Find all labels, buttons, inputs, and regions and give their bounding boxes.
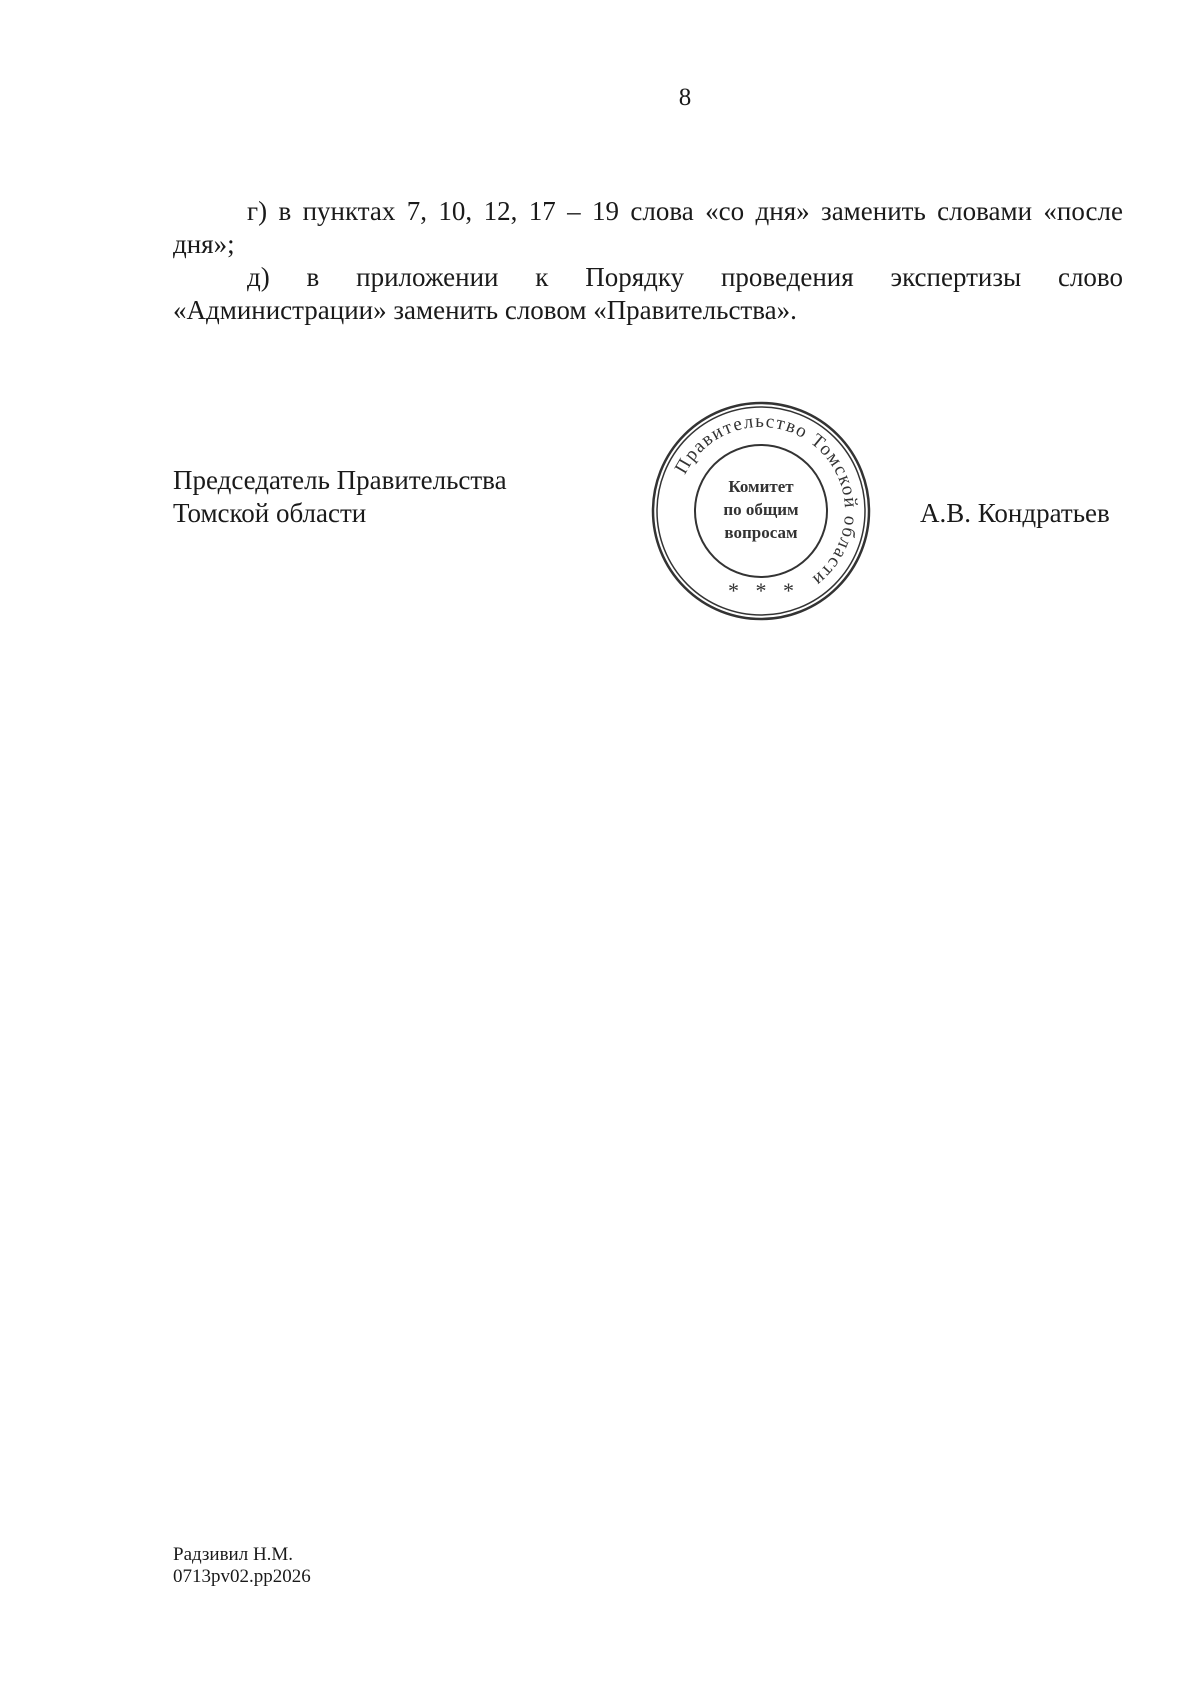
signatory-title-line1: Председатель Правительства	[173, 465, 507, 495]
page-number: 8	[678, 84, 692, 111]
seal-center-line3: вопросам	[724, 523, 798, 542]
paragraph-d-line1: д) в приложении к Порядку проведения экспертизы слово	[247, 262, 1123, 292]
footer-doc-code: 0713pv02.pp2026	[173, 1566, 311, 1587]
signatory-title-line2: Томской области	[173, 498, 367, 528]
signatory-name: А.В. Кондратьев	[920, 498, 1110, 528]
paragraph-g-line2: дня»;	[173, 229, 235, 259]
paragraph-g-line1: г) в пунктах 7, 10, 12, 17 – 19 слова «со дня» заменить словами «после	[247, 196, 1123, 226]
footer-notes	[173, 1544, 311, 1588]
paragraph-d-line2: «Администрации» заменить словом «Правительства».	[173, 295, 797, 325]
seal-center-line1: Комитет	[728, 477, 794, 496]
seal-ring-text: Правительство Томской области	[670, 410, 862, 592]
paragraph-g	[173, 195, 1123, 261]
seal-stars: * * *	[728, 578, 794, 603]
signatory-title	[173, 464, 507, 530]
document-body	[173, 195, 1123, 327]
seal-center-line2: по общим	[723, 500, 799, 519]
official-seal	[648, 398, 874, 624]
footer-author: Радзивил Н.М.	[173, 1544, 294, 1565]
